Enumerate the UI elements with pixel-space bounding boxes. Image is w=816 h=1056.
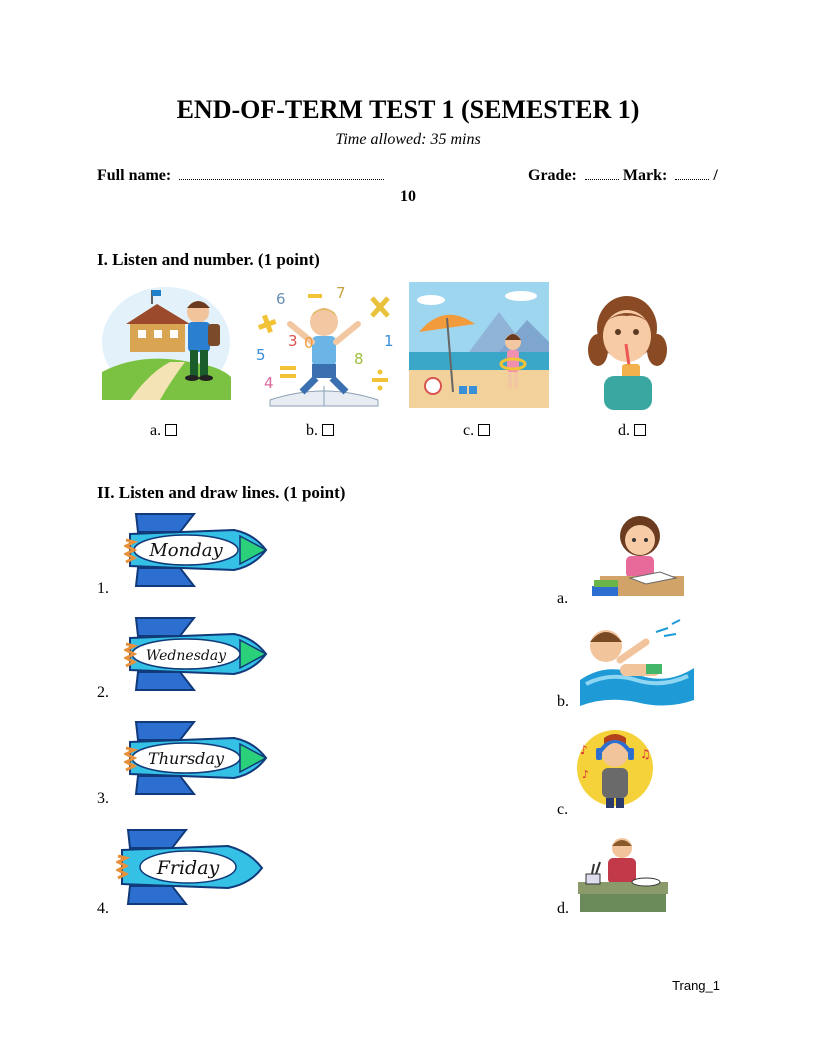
option-b[interactable]: b. xyxy=(306,422,334,440)
option-d[interactable]: d. xyxy=(618,422,646,440)
svg-text:7: 7 xyxy=(336,284,346,302)
svg-text:6: 6 xyxy=(276,290,286,308)
svg-text:4: 4 xyxy=(264,374,274,392)
boy-with-numbers-image xyxy=(250,282,398,407)
mark-field[interactable] xyxy=(675,169,709,180)
answer-box-b[interactable] xyxy=(322,424,334,436)
svg-text:3: 3 xyxy=(288,332,298,350)
rocket-friday xyxy=(116,828,264,906)
rocket-thursday xyxy=(124,720,268,796)
rocket-monday xyxy=(124,512,268,588)
svg-text:5: 5 xyxy=(256,346,266,364)
answer-box-d[interactable] xyxy=(634,424,646,436)
girl-studying-icon xyxy=(586,512,692,600)
svg-text:1: 1 xyxy=(384,332,394,350)
rocket-label-monday: Monday xyxy=(149,540,223,561)
grade-label: Grade: xyxy=(528,167,577,184)
section-1-heading: I. Listen and number. (1 point) xyxy=(97,250,320,269)
item-number-3: 3. xyxy=(97,790,109,807)
mark-total: 10 xyxy=(400,188,416,205)
rocket-label-wednesday: Wednesday xyxy=(145,648,227,664)
grade-mark-row xyxy=(528,167,718,185)
svg-text:♪: ♪ xyxy=(580,743,588,757)
boy-washing-dishes-icon xyxy=(576,834,670,914)
full-name-label: Full name: xyxy=(97,167,172,184)
answer-box-c[interactable] xyxy=(478,424,490,436)
match-letter-c: c. xyxy=(557,801,569,818)
rocket-wednesday xyxy=(124,616,268,692)
match-letter-b: b. xyxy=(557,693,569,710)
grade-field[interactable] xyxy=(585,169,619,180)
item-number-4: 4. xyxy=(97,900,109,917)
match-letter-d: d. xyxy=(557,900,569,917)
page-number: Trang_1 xyxy=(672,978,720,993)
svg-text:0: 0 xyxy=(304,334,314,352)
answer-box-a[interactable] xyxy=(165,424,177,436)
page-title: END-OF-TERM TEST 1 (SEMESTER 1) xyxy=(176,95,640,124)
option-a[interactable]: a. xyxy=(150,422,177,440)
rocket-label-thursday: Thursday xyxy=(148,749,224,768)
item-number-2: 2. xyxy=(97,684,109,701)
rocket-label-friday: Friday xyxy=(156,857,220,879)
match-letter-a: a. xyxy=(557,590,569,607)
item-number-1: 1. xyxy=(97,580,109,597)
boy-walking-to-school-image xyxy=(100,282,233,402)
mark-label: Mark: xyxy=(622,167,668,184)
mark-slash: / xyxy=(713,167,718,184)
full-name-field[interactable] xyxy=(179,169,384,180)
section-2-heading: II. Listen and draw lines. (1 point) xyxy=(97,483,346,502)
svg-text:♫: ♫ xyxy=(640,747,651,761)
boy-listening-music-icon xyxy=(576,724,654,810)
boy-swimming-icon xyxy=(576,618,698,710)
option-c[interactable]: c. xyxy=(463,422,490,440)
svg-text:♪: ♪ xyxy=(582,768,590,781)
girl-at-beach-image xyxy=(409,282,549,408)
svg-text:8: 8 xyxy=(354,350,364,368)
time-allowed: Time allowed: 35 mins xyxy=(335,131,481,148)
full-name-row xyxy=(97,167,384,185)
girl-drinking-juice-image xyxy=(584,280,671,410)
